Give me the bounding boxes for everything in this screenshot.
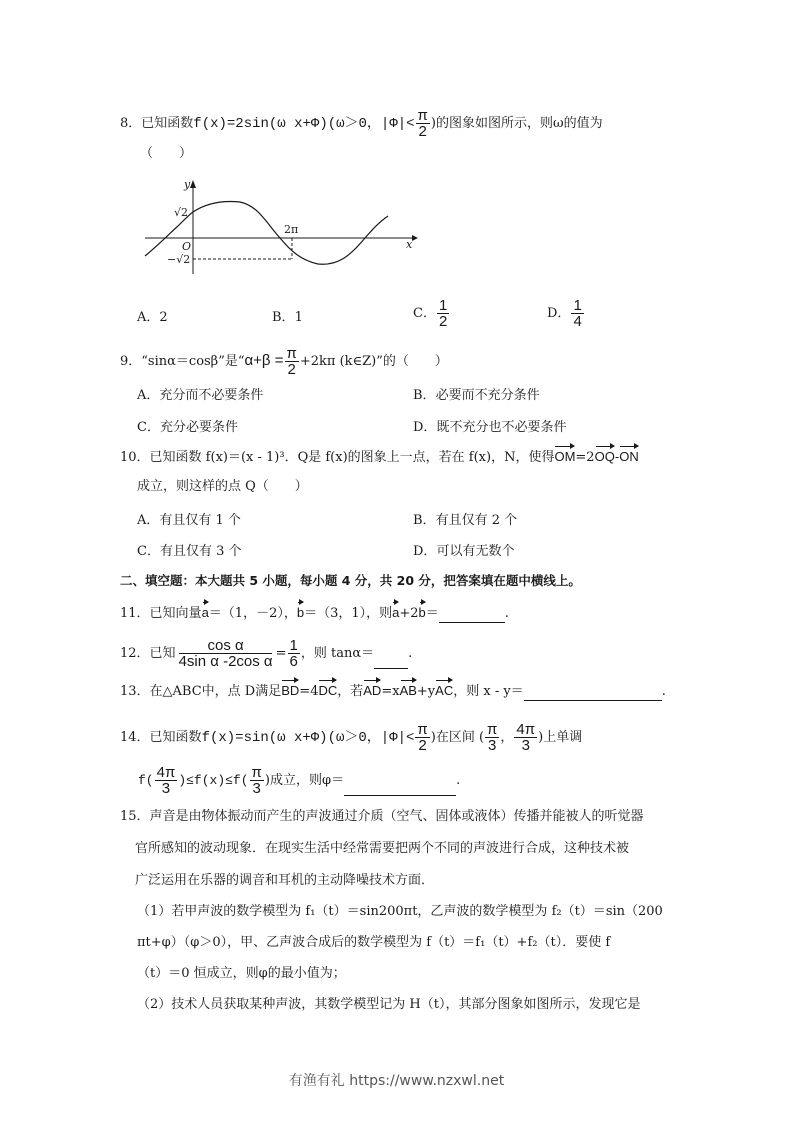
q8-option-d[interactable]: D． $\frac{1}{4}$ bbox=[547, 297, 582, 330]
q12-answer-blank[interactable] bbox=[374, 654, 408, 669]
q9-option-d[interactable]: D．既不充分也不必要条件 bbox=[413, 420, 567, 435]
q11-stem: 11．已知向量a＝（1，－2），b＝（3，1），则a+2b＝ . bbox=[120, 605, 509, 621]
q15-line3: 广泛运用在乐器的调音和耳机的主动降噪技术方面． bbox=[135, 873, 435, 888]
q8-graph-x-label: x bbox=[406, 238, 413, 251]
q15-part2-line1: （2）技术人员获取某种声波，其数学模型记为 H（t），其部分图象如图所示，发现它是 bbox=[137, 997, 641, 1012]
q10-option-c[interactable]: C．有且仅有 3 个 bbox=[137, 544, 242, 559]
q14-answer-blank[interactable] bbox=[344, 781, 456, 796]
q15-part1-line3: （t）＝0 恒成立，则φ的最小值为； bbox=[137, 966, 346, 981]
q10-option-b[interactable]: B．有且仅有 2 个 bbox=[413, 513, 518, 528]
q8-tail: )的图象如图所示，则ω的值为 bbox=[430, 116, 603, 131]
q9-option-b[interactable]: B．必要而不充分条件 bbox=[413, 388, 540, 403]
q14-stem-line2: f( $\frac{4\pi}{3}$ )≤f(x)≤f( $\frac{\pi}{3}$ )成立，则φ＝ . bbox=[138, 764, 461, 797]
q15-part1-line1: （1）若甲声波的数学模型为 f₁（t）＝sin200πt，乙声波的数学模型为 f₂（t）＝sin（200 bbox=[137, 904, 663, 919]
q12-stem: 12．已知 $\frac{\text{cos α}}{\text{4sin α -2cos α}}$ = $\frac{1}{6}$ ，则 tanα＝ . bbox=[120, 637, 413, 670]
q8-graph-origin: O bbox=[182, 240, 192, 253]
q8-frac: $\frac{\pi}{2}$ bbox=[417, 107, 428, 140]
q9-option-a[interactable]: A．充分而不必要条件 bbox=[137, 388, 264, 403]
q9-option-c[interactable]: C．充分必要条件 bbox=[137, 420, 238, 435]
q8-graph-neg-sqrt2: −√2 bbox=[167, 253, 191, 266]
footer-watermark: 有渔有礼 https://www.nzxwl.net bbox=[288, 1073, 505, 1089]
q8-option-c[interactable]: C． $\frac{1}{2}$ bbox=[413, 297, 448, 330]
q8-option-b[interactable]: B．1 bbox=[272, 310, 303, 325]
section2-heading: 二、填空题：本大题共 5 小题，每小题 4 分，共 20 分，把答案填在题中横线上。 bbox=[120, 573, 581, 588]
q15-line1: 15．声音是由物体振动而产生的声波通过介质（空气、固体或液体）传播并能被人的听觉器 bbox=[120, 809, 644, 824]
q10-stem-line2: 成立，则这样的点 Q（ ） bbox=[137, 479, 308, 494]
q8-answer-paren: （ ） bbox=[140, 146, 193, 161]
q8-lead: 已知函数 bbox=[141, 116, 194, 131]
q15-line2: 官所感知的波动现象．在现实生活中经常需要把两个不同的声波进行合成，这种技术被 bbox=[135, 841, 630, 856]
q13-answer-blank[interactable] bbox=[524, 686, 662, 701]
q8-graph-y-label: y bbox=[184, 178, 191, 191]
q15-part1-line2: πt+φ）（φ＞0），甲、乙声波合成后的数学模型为 f（t）＝f₁（t）+f₂（t）．要使 f bbox=[137, 935, 611, 950]
q10-option-d[interactable]: D．可以有无数个 bbox=[413, 544, 515, 559]
q8-graph-sqrt2: √2 bbox=[174, 206, 189, 219]
q13-stem: 13．在△ABC中，点 D满足BD=4DC，若AD=xAB+yAC，则 x - y＝ . bbox=[120, 683, 666, 699]
q14-stem: 14．已知函数f(x)=sin(ω x+Φ)(ω＞0，|Φ|< $\frac{\pi}{2}$ )在区间 ( $\frac{\pi}{3}$ ， $\frac{4\pi}{3}$ )上单调 bbox=[120, 721, 583, 754]
q10-stem: 10．已知函数 f(x)＝(x - 1)³．Q是 f(x)的图象上一点，若在 f(x)，N，使得OM=2OQ-ON bbox=[120, 449, 639, 465]
q8-stem bbox=[120, 108, 603, 139]
q10-option-a[interactable]: A．有且仅有 1 个 bbox=[137, 513, 241, 528]
q8-number: 8． bbox=[120, 116, 142, 131]
q9-stem: 9．“sinα＝cosβ”是“α+β = $\frac{\pi}{2}$ +2kπ (k∈Z)”的（ ） bbox=[120, 345, 448, 378]
q8-expr: f(x)=2sin(ω x+Φ)(ω＞0，|Φ|< bbox=[193, 116, 415, 132]
q8-sine-graph bbox=[140, 176, 420, 276]
q8-option-a[interactable]: A．2 bbox=[137, 310, 168, 325]
q11-answer-blank[interactable] bbox=[439, 608, 505, 623]
q8-graph-2pi: 2π bbox=[284, 223, 299, 236]
